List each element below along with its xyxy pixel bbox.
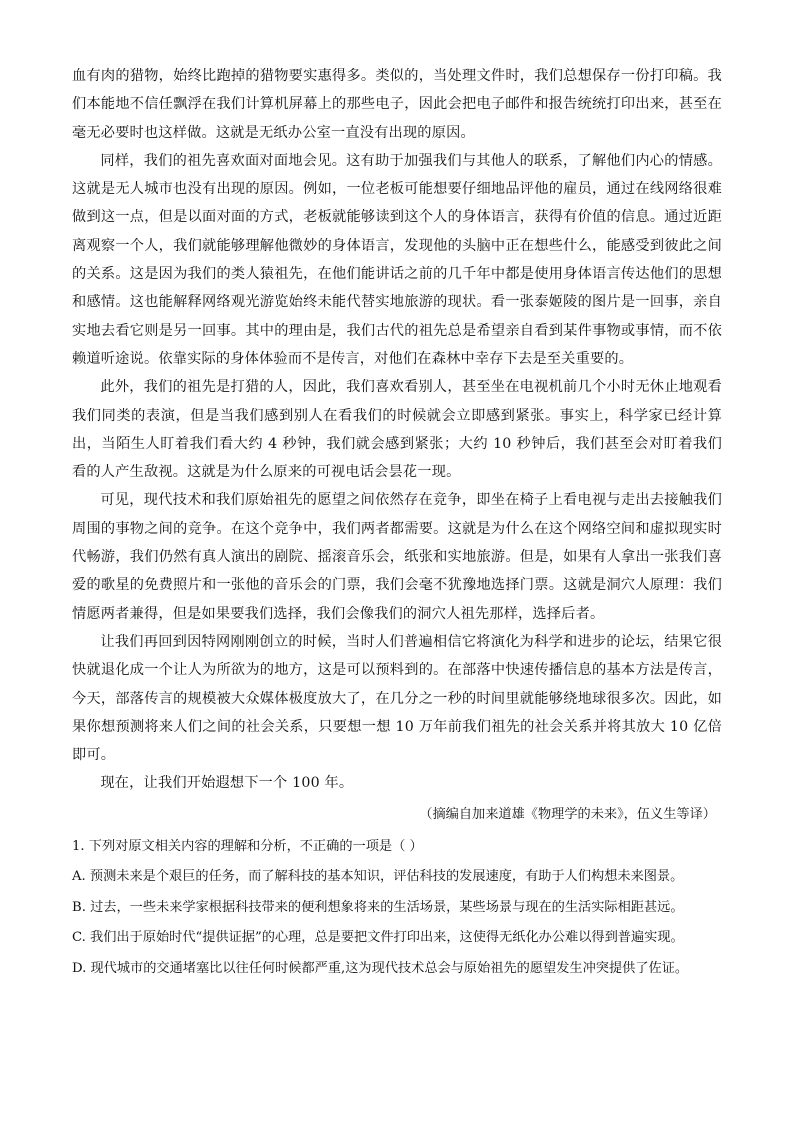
article-paragraph-3: 此外，我们的祖先是打猎的人，因此，我们喜欢看别人，甚至坐在电视机前几个小时无休止地观看我们同类的表演，但是当我们感到别人在看我们的时候就会立即感到紧张。事实上，科学家已经计算出，当陌生人盯着我们看大约 4 秒钟，我们就会感到紧张；大约 10 秒钟后，我们甚至会对盯着我们看的人产生敌视。这就是为什么原来的可视电话会昙花一现。 [72,379,722,481]
article-body [72,62,722,829]
article-paragraph-5: 让我们再回到因特网刚刚创立的时候，当时人们普遍相信它将演化为科学和进步的论坛，结果它很快就退化成一个让人为所欲为的地方，这是可以预料到的。在部落中快速传播信息的基本方法是传言，今天，部落传言的规模被大众媒体极度放大了，在几分之一秒的时间里就能够绕地球很多次。因此，如果你想预测将来人们之间的社会关系，只要想一想 10 万年前我们祖先的社会关系并将其放大 10 亿倍即可。 [72,633,722,764]
document-page [72,62,722,984]
question-stem: 1. 下列对原文相关内容的理解和分析，不正确的一项是（ ） [72,838,423,854]
option-d: D. 现代城市的交通堵塞比以往任何时候都严重,这为现代技术总会与原始祖先的愿望发生冲突提供了佐证。 [72,960,689,976]
question-block [72,832,722,985]
article-paragraph-2: 同样，我们的祖先喜欢面对面地会见。这有助于加强我们与其他人的联系，了解他们内心的情感。这就是无人城市也没有出现的原因。例如，一位老板可能想要仔细地品评他的雇员，通过在线网络很难做到这一点，但是以面对面的方式，老板就能够读到这个人的身体语言，获得有价值的信息。通过近距离观察一个人，我们就能够理解他微妙的身体语言，发现他的头脑中正在想些什么，能感受到彼此之间的关系。这是因为我们的类人猿祖先，在他们能讲话之前的几千年中都是使用身体语言传达他们的思想和感情。这也能解释网络观光游览始终未能代替实地旅游的现状。看一张泰姬陵的图片是一回事，亲自实地去看它则是另一回事。其中的理由是，我们古代的祖先总是希望亲自看到某件事物或事情，而不依赖道听途说。依靠实际的身体体验而不是传言，对他们在森林中幸存下去是至关重要的。 [72,152,722,367]
option-b: B. 过去，一些未来学家根据科技带来的便利想象将来的生活场景，某些场景与现在的生活实际相距甚远。 [72,899,684,915]
article-source: （摘编自加来道雄《物理学的未来》，伍义生等译） [419,806,716,822]
option-a: A. 预测未来是个艰巨的任务，而了解科技的基本知识，评估科技的发展速度，有助于人们构想未来图景。 [72,869,684,885]
article-paragraph-1: 血有肉的猎物，始终比跑掉的猎物要实惠得多。类似的，当处理文件时，我们总想保存一份打印稿。我们本能地不信任飘浮在我们计算机屏幕上的那些电子，因此会把电子邮件和报告统统打印出来，甚至在毫无必要时也这样做。这就是无纸办公室一直没有出现的原因。 [72,68,722,141]
article-paragraph-6: 现在，让我们开始遐想下一个 100 年。 [100,775,354,792]
option-c: C. 我们出于原始时代“提供证据”的心理，总是要把文件打印出来，这使得无纸化办公难以得到普遍实现。 [72,930,684,946]
article-paragraph-4: 可见，现代技术和我们原始祖先的愿望之间依然存在竞争，即坐在椅子上看电视与走出去接触我们周围的事物之间的竞争。在这个竞争中，我们两者都需要。这就是为什么在这个网络空间和虚拟现实时代畅游，我们仍然有真人演出的剧院、摇滚音乐会，纸张和实地旅游。但是，如果有人拿出一张我们喜爱的歌星的免费照片和一张他的音乐会的门票，我们会毫不犹豫地选择门票。这就是洞穴人原理：我们情愿两者兼得，但是如果要我们选择，我们会像我们的洞穴人祖先那样，选择后者。 [72,492,722,622]
